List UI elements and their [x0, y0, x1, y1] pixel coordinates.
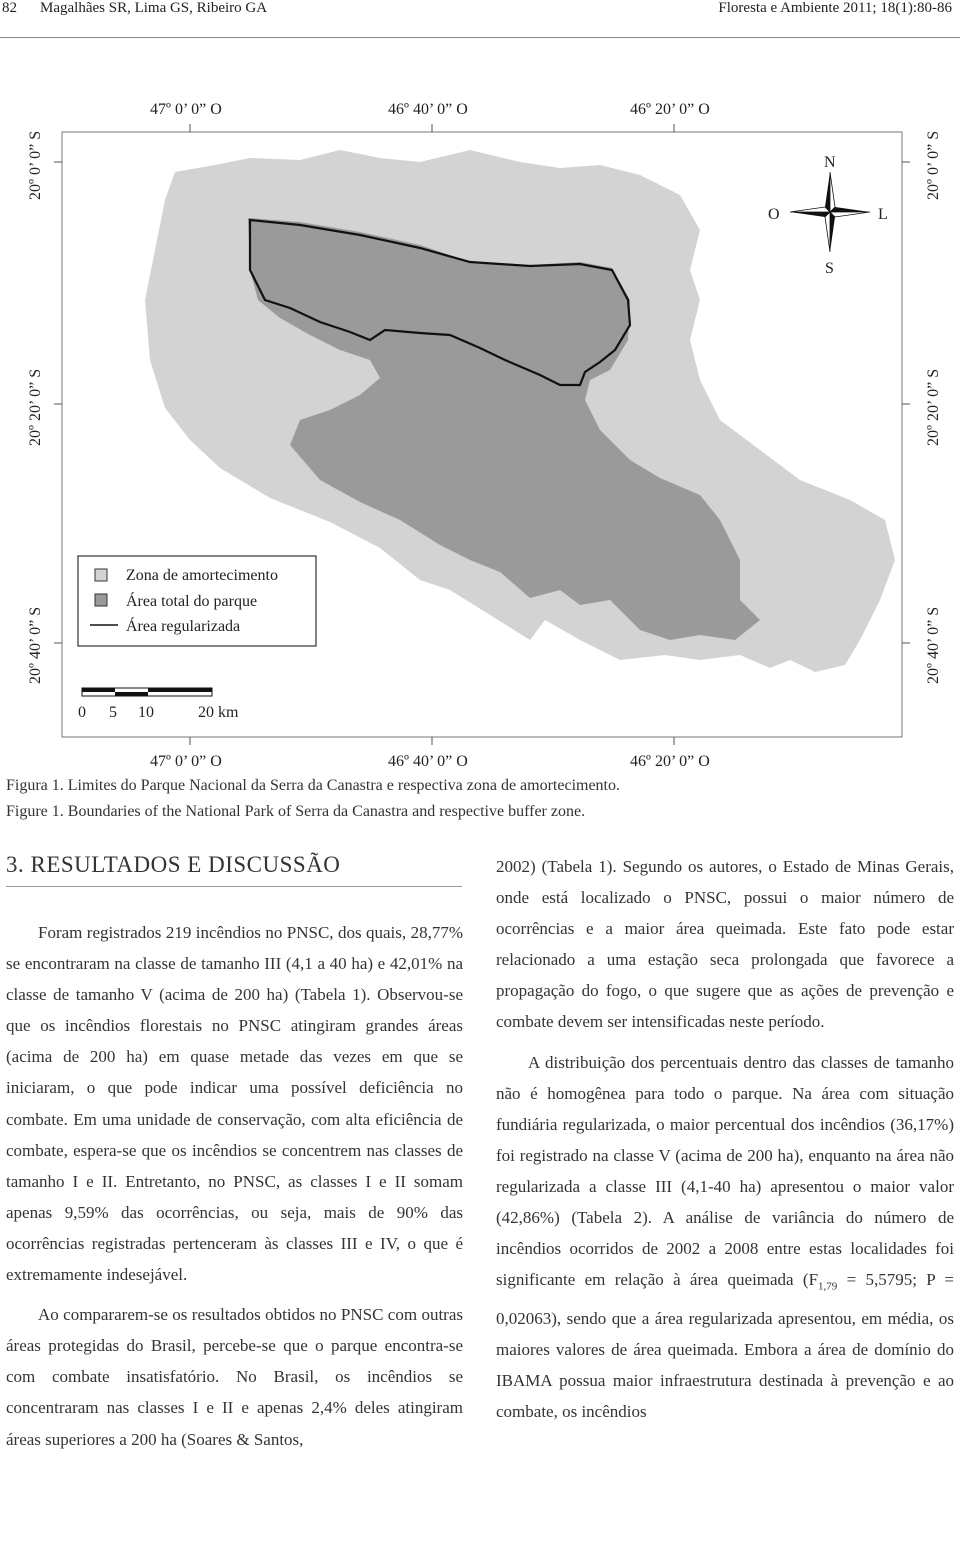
caption-en-label: Figure 1. [6, 803, 64, 820]
compass-n: N [824, 154, 836, 171]
section-title: RESULTADOS E DISCUSSÃO [24, 852, 341, 877]
legend-swatch-buffer [95, 569, 107, 581]
caption-pt-text: Limites do Parque Nacional da Serra da Canastra e respectiva zona de amortecimento. [63, 777, 620, 794]
caption-pt-label: Figura 1. [6, 777, 64, 794]
map-legend [78, 556, 316, 646]
top-coord-2: 46º 40’ 0” O [388, 101, 468, 118]
right-column [496, 851, 954, 1427]
scale-label-0: 0 [78, 704, 86, 721]
right-coord-3: 20º 40’ 0” S [925, 606, 942, 684]
running-authors: Magalhães SR, Lima GS, Ribeiro GA [40, 0, 268, 16]
scale-bar [78, 688, 239, 721]
section-heading [6, 852, 462, 887]
right-paragraph-1: 2002) (Tabela 1). Segundo os autores, o Estado de Minas Gerais, onde está localizado o PNSC, possui o maior número de ocorrências e a maior área queimada. Este fato pode estar relacionado a uma estação seca prolongada que favorece a propagação do fogo, o que sugere que as ações de prevenção e combate devem ser intensificadas neste período. [496, 857, 954, 1032]
left-column [6, 917, 463, 1455]
map-figure [0, 80, 960, 780]
header-rule [0, 37, 960, 38]
compass-s: S [825, 260, 834, 277]
north-arrow-icon [790, 172, 870, 252]
left-coord-1: 20º 0’ 0” S [27, 130, 44, 200]
left-coord-2: 20º 20’ 0” S [27, 368, 44, 446]
legend-item-buffer: Zona de amortecimento [126, 567, 278, 584]
top-coord-1: 47º 0’ 0” O [150, 101, 222, 118]
right-coord-2: 20º 20’ 0” S [925, 368, 942, 446]
page-header [0, 0, 960, 40]
bottom-coord-1: 47º 0’ 0” O [150, 753, 222, 770]
compass-e: L [878, 206, 888, 223]
compass-w: O [768, 206, 780, 223]
page-number: 82 [2, 0, 17, 16]
left-paragraph-1: Foram registrados 219 incêndios no PNSC, dos quais, 28,77% se encontraram na classe de tamanho III (4,1 a 40 ha) e 42,01% na classe de tamanho V (acima de 200 ha) (Tabela 1). Observou-se que os incêndios florestais no PNSC atingiram grandes áreas (acima de 200 ha) em quase metade das vezes em que se iniciaram, o que pode indicar uma possível deficiência no combate. Em uma unidade de conservação, com alta eficiência de combate, espera-se que os incêndios se concentrem nas classes de tamanho I e II. Entretanto, no PNSC, as classes I e II somam apenas 9,59% das ocorrências, ou seja, mais de 90% das ocorrências registradas pertenceram às classes III e IV, o que é extremamente indesejável. [6, 923, 463, 1285]
scale-label-5: 5 [109, 704, 117, 721]
right-paragraph-2-part-b: = 5,5795; P = 0,02063), sendo que a área regularizada apresentou, em média, os maiores valores de área queimada. Embora a área de domínio do IBAMA possua maior infraestrutura destinada à prevenção e ao combate, os incêndios [496, 1270, 954, 1421]
scale-label-20: 20 km [198, 704, 239, 721]
f-subscript: 1,79 [818, 1280, 838, 1293]
map-svg [0, 80, 960, 780]
section-number: 3. [6, 852, 25, 877]
right-paragraph-2-part-a: A distribuição dos percentuais dentro das classes de tamanho não é homogênea para todo o parque. Na área com situação fundiária regularizada, o maior percentual dos incêndios (36,17%) foi registrado na classe V (acima de 200 ha), enquanto na área não regularizada a classe III (4,1-40 ha) apresentou o maior valor (42,86%) (Tabela 2). A análise de variância do número de incêndios ocorridos de 2002 a 2008 entre estas localidades foi significante em relação à área queimada (F [496, 1052, 954, 1290]
figure-caption-en [6, 803, 585, 821]
legend-swatch-park [95, 594, 107, 606]
scale-label-10: 10 [138, 704, 154, 721]
caption-en-text: Boundaries of the National Park of Serra da Canastra and respective buffer zone. [63, 803, 586, 820]
right-paragraph-2 [496, 1047, 954, 1428]
left-coord-3: 20º 40’ 0” S [27, 606, 44, 684]
bottom-coord-2: 46º 40’ 0” O [388, 753, 468, 770]
journal-citation: Floresta e Ambiente 2011; 18(1):80-86 [718, 0, 952, 16]
bottom-coord-3: 46º 20’ 0” O [630, 753, 710, 770]
right-coord-1: 20º 0’ 0” S [925, 130, 942, 200]
legend-item-regularized: Área regularizada [126, 618, 241, 635]
legend-item-park: Área total do parque [126, 593, 258, 610]
left-paragraph-2: Ao compararem-se os resultados obtidos no PNSC com outras áreas protegidas do Brasil, percebe-se que o parque encontra-se com combate insatisfatório. No Brasil, os incêndios se concentraram nas classes I e II e apenas 2,4% deles atingiram áreas superiores a 200 ha (Soares & Santos, [6, 1305, 463, 1449]
top-coord-3: 46º 20’ 0” O [630, 101, 710, 118]
figure-caption-pt [6, 777, 620, 795]
